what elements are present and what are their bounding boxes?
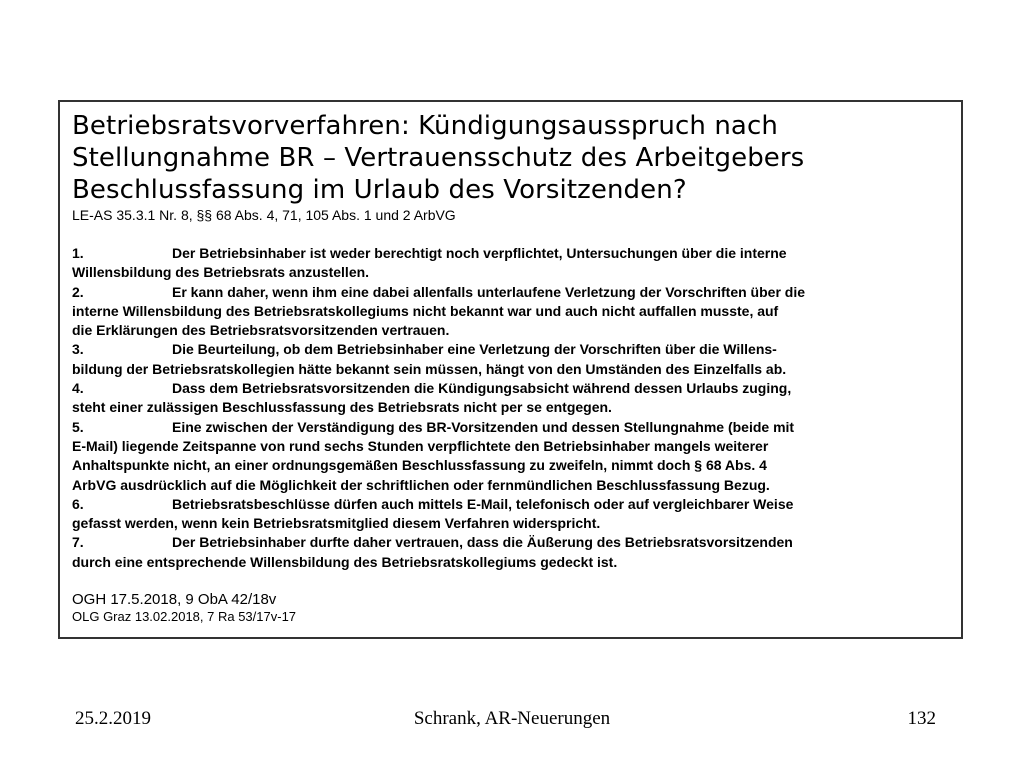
headnote-text: die Erklärungen des Betriebsratsvorsitzenden vertrauen.: [72, 322, 450, 339]
headnote-text: Anhaltspunkte nicht, an einer ordnungsgemäßen Beschlussfassung zu zweifeln, nimmt doch § 68 Abs. 4: [72, 457, 767, 474]
headnote-text: ArbVG ausdrücklich auf die Möglichkeit der schriftlichen oder fernmündlichen Beschlussfassung Bezug.: [72, 476, 770, 493]
headnote-text: Eine zwischen der Verständigung des BR-Vorsitzenden und dessen Stellungnahme (beide mit: [172, 418, 795, 435]
footer-page-number: 132: [907, 708, 936, 729]
headnote-text: Der Betriebsinhaber ist weder berechtigt noch verpflichtet, Untersuchungen über die interne: [172, 245, 787, 261]
headnote-text: Er kann daher, wenn ihm eine dabei allenfalls unterlaufene Verletzung der Vorschriften über die: [172, 283, 806, 300]
headnote-item: [72, 244, 961, 283]
headnote-item: [72, 418, 961, 495]
court-citation-secondary: OLG Graz 13.02.2018, 7 Ra 53/17v-17: [72, 609, 297, 625]
headnote-list: [72, 244, 961, 572]
headnote-number: 7.: [72, 534, 84, 551]
footer-presenter: Schrank, AR-Neuerungen: [413, 708, 611, 729]
headnote-text: E-Mail) liegende Zeitspanne von rund sechs Stunden verpflichtete den Betriebsinhaber mangels weiterer: [72, 437, 769, 454]
headnote-text: Dass dem Betriebsratsvorsitzenden die Kündigungsabsicht während dessen Urlaubs zuging,: [172, 380, 792, 397]
headnote-number: 5.: [72, 418, 84, 435]
legal-reference: LE-AS 35.3.1 Nr. 8, §§ 68 Abs. 4, 71, 105 Abs. 1 und 2 ArbVG: [72, 207, 456, 223]
headnote-item: [72, 379, 961, 418]
headnote-number: 4.: [72, 380, 84, 397]
headnote-item: [72, 340, 961, 379]
headnote-item: [72, 283, 961, 341]
headnote-text: bildung der Betriebsratskollegien hätte bekannt sein müssen, hängt von den Umständen des Einzelfalls ab.: [72, 360, 787, 377]
title-line: Betriebsratsvorverfahren: Kündigungsausspruch nach: [72, 111, 778, 141]
headnote-text: Die Beurteilung, ob dem Betriebsinhaber eine Verletzung der Vorschriften über die Willens-: [172, 341, 777, 358]
headnote-text: Betriebsratsbeschlüsse dürfen auch mittels E-Mail, telefonisch oder auf vergleichbarer Weise: [172, 495, 794, 512]
footer-date: 25.2.2019: [75, 708, 151, 729]
slide-title: [72, 110, 961, 206]
headnote-number: 2.: [72, 283, 84, 300]
headnote-text: interne Willensbildung des Betriebsratskollegiums nicht bekannt war und auch nicht auffallen musste, auf: [72, 302, 779, 319]
headnote-number: 3.: [72, 341, 84, 358]
headnote-number: 6.: [72, 495, 84, 512]
headnote-text: steht einer zulässigen Beschlussfassung des Betriebsrats nicht per se entgegen.: [72, 399, 612, 416]
headnote-item: [72, 533, 961, 572]
title-line: Stellungnahme BR – Vertrauensschutz des Arbeitgebers: [72, 143, 805, 173]
slide-content-box: [58, 100, 963, 639]
title-line: Beschlussfassung im Urlaub des Vorsitzenden?: [72, 175, 687, 205]
headnote-item: [72, 495, 961, 534]
headnote-text: gefasst werden, wenn kein Betriebsratsmitglied diesem Verfahren widerspricht.: [72, 515, 601, 532]
court-citation-primary: OGH 17.5.2018, 9 ObA 42/18v: [72, 591, 277, 609]
headnote-text: durch eine entsprechende Willensbildung des Betriebsratskollegiums gedeckt ist.: [72, 553, 618, 570]
headnote-text: Willensbildung des Betriebsrats anzustellen.: [72, 264, 370, 281]
headnote-text: Der Betriebsinhaber durfte daher vertrauen, dass die Äußerung des Betriebsratsvorsitzenden: [172, 534, 793, 551]
headnote-number: 1.: [72, 245, 84, 261]
